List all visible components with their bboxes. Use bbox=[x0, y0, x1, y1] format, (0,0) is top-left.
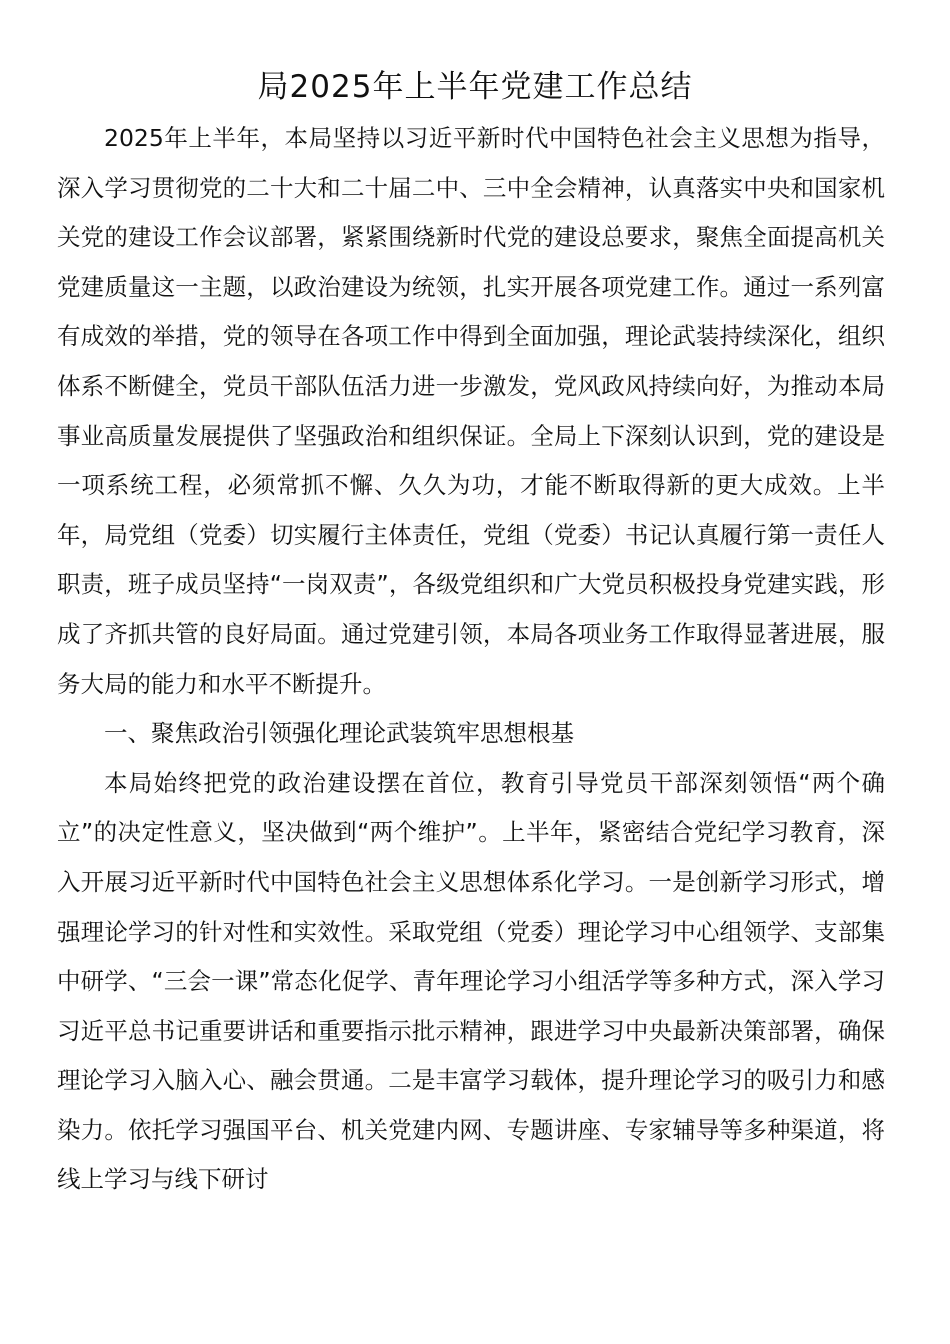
intro-paragraph: 2025年上半年，本局坚持以习近平新时代中国特色社会主义思想为指导，深入学习贯彻党的二十大和二十届二中、三中全会精神，认真落实中央和国家机关党的建设工作会议部署，紧紧围绕新时代党的建设总要求，聚焦全面提高机关党建质量这一主题，以政治建设为统领，扎实开展各项党建工作。通过一系列富有成效的举措，党的领导在各项工作中得到全面加强，理论武装持续深化，组织体系不断健全，党员干部队伍活力进一步激发，党风政风持续向好，为推动本局事业高质量发展提供了坚强政治和组织保证。全局上下深刻认识到，党的建设是一项系统工程，必须常抓不懈、久久为功，才能不断取得新的更大成效。上半年，局党组（党委）切实履行主体责任，党组（党委）书记认真履行第一责任人职责，班子成员坚持“一岗双责”，各级党组织和广大党员积极投身党建实践，形成了齐抓共管的良好局面。通过党建引领，本局各项业务工作取得显著进展，服务大局的能力和水平不断提升。 bbox=[57, 124, 885, 698]
section-paragraph: 本局始终把党的政治建设摆在首位，教育引导党员干部深刻领悟“两个确立”的决定性意义，坚决做到“两个维护”。上半年，紧密结合党纪学习教育，深入开展习近平新时代中国特色社会主义思想体系化学习。一是创新学习形式，增强理论学习的针对性和实效性。采取党组（党委）理论学习中心组领学、支部集中研学、“三会一课”常态化促学、青年理论学习小组活学等多种方式，深入学习习近平总书记重要讲话和重要指示批示精神，跟进学习中央最新决策部署，确保理论学习入脑入心、融会贯通。二是丰富学习载体，提升理论学习的吸引力和感染力。依托学习强国平台、机关党建内网、专题讲座、专家辅导等多种渠道，将线上学习与线下研讨 bbox=[57, 768, 885, 1194]
section-heading: 一、聚焦政治引领强化理论武装筑牢思想根基 bbox=[104, 719, 574, 748]
document-body bbox=[57, 114, 885, 1205]
document-title: 局2025年上半年党建工作总结 bbox=[257, 69, 693, 105]
